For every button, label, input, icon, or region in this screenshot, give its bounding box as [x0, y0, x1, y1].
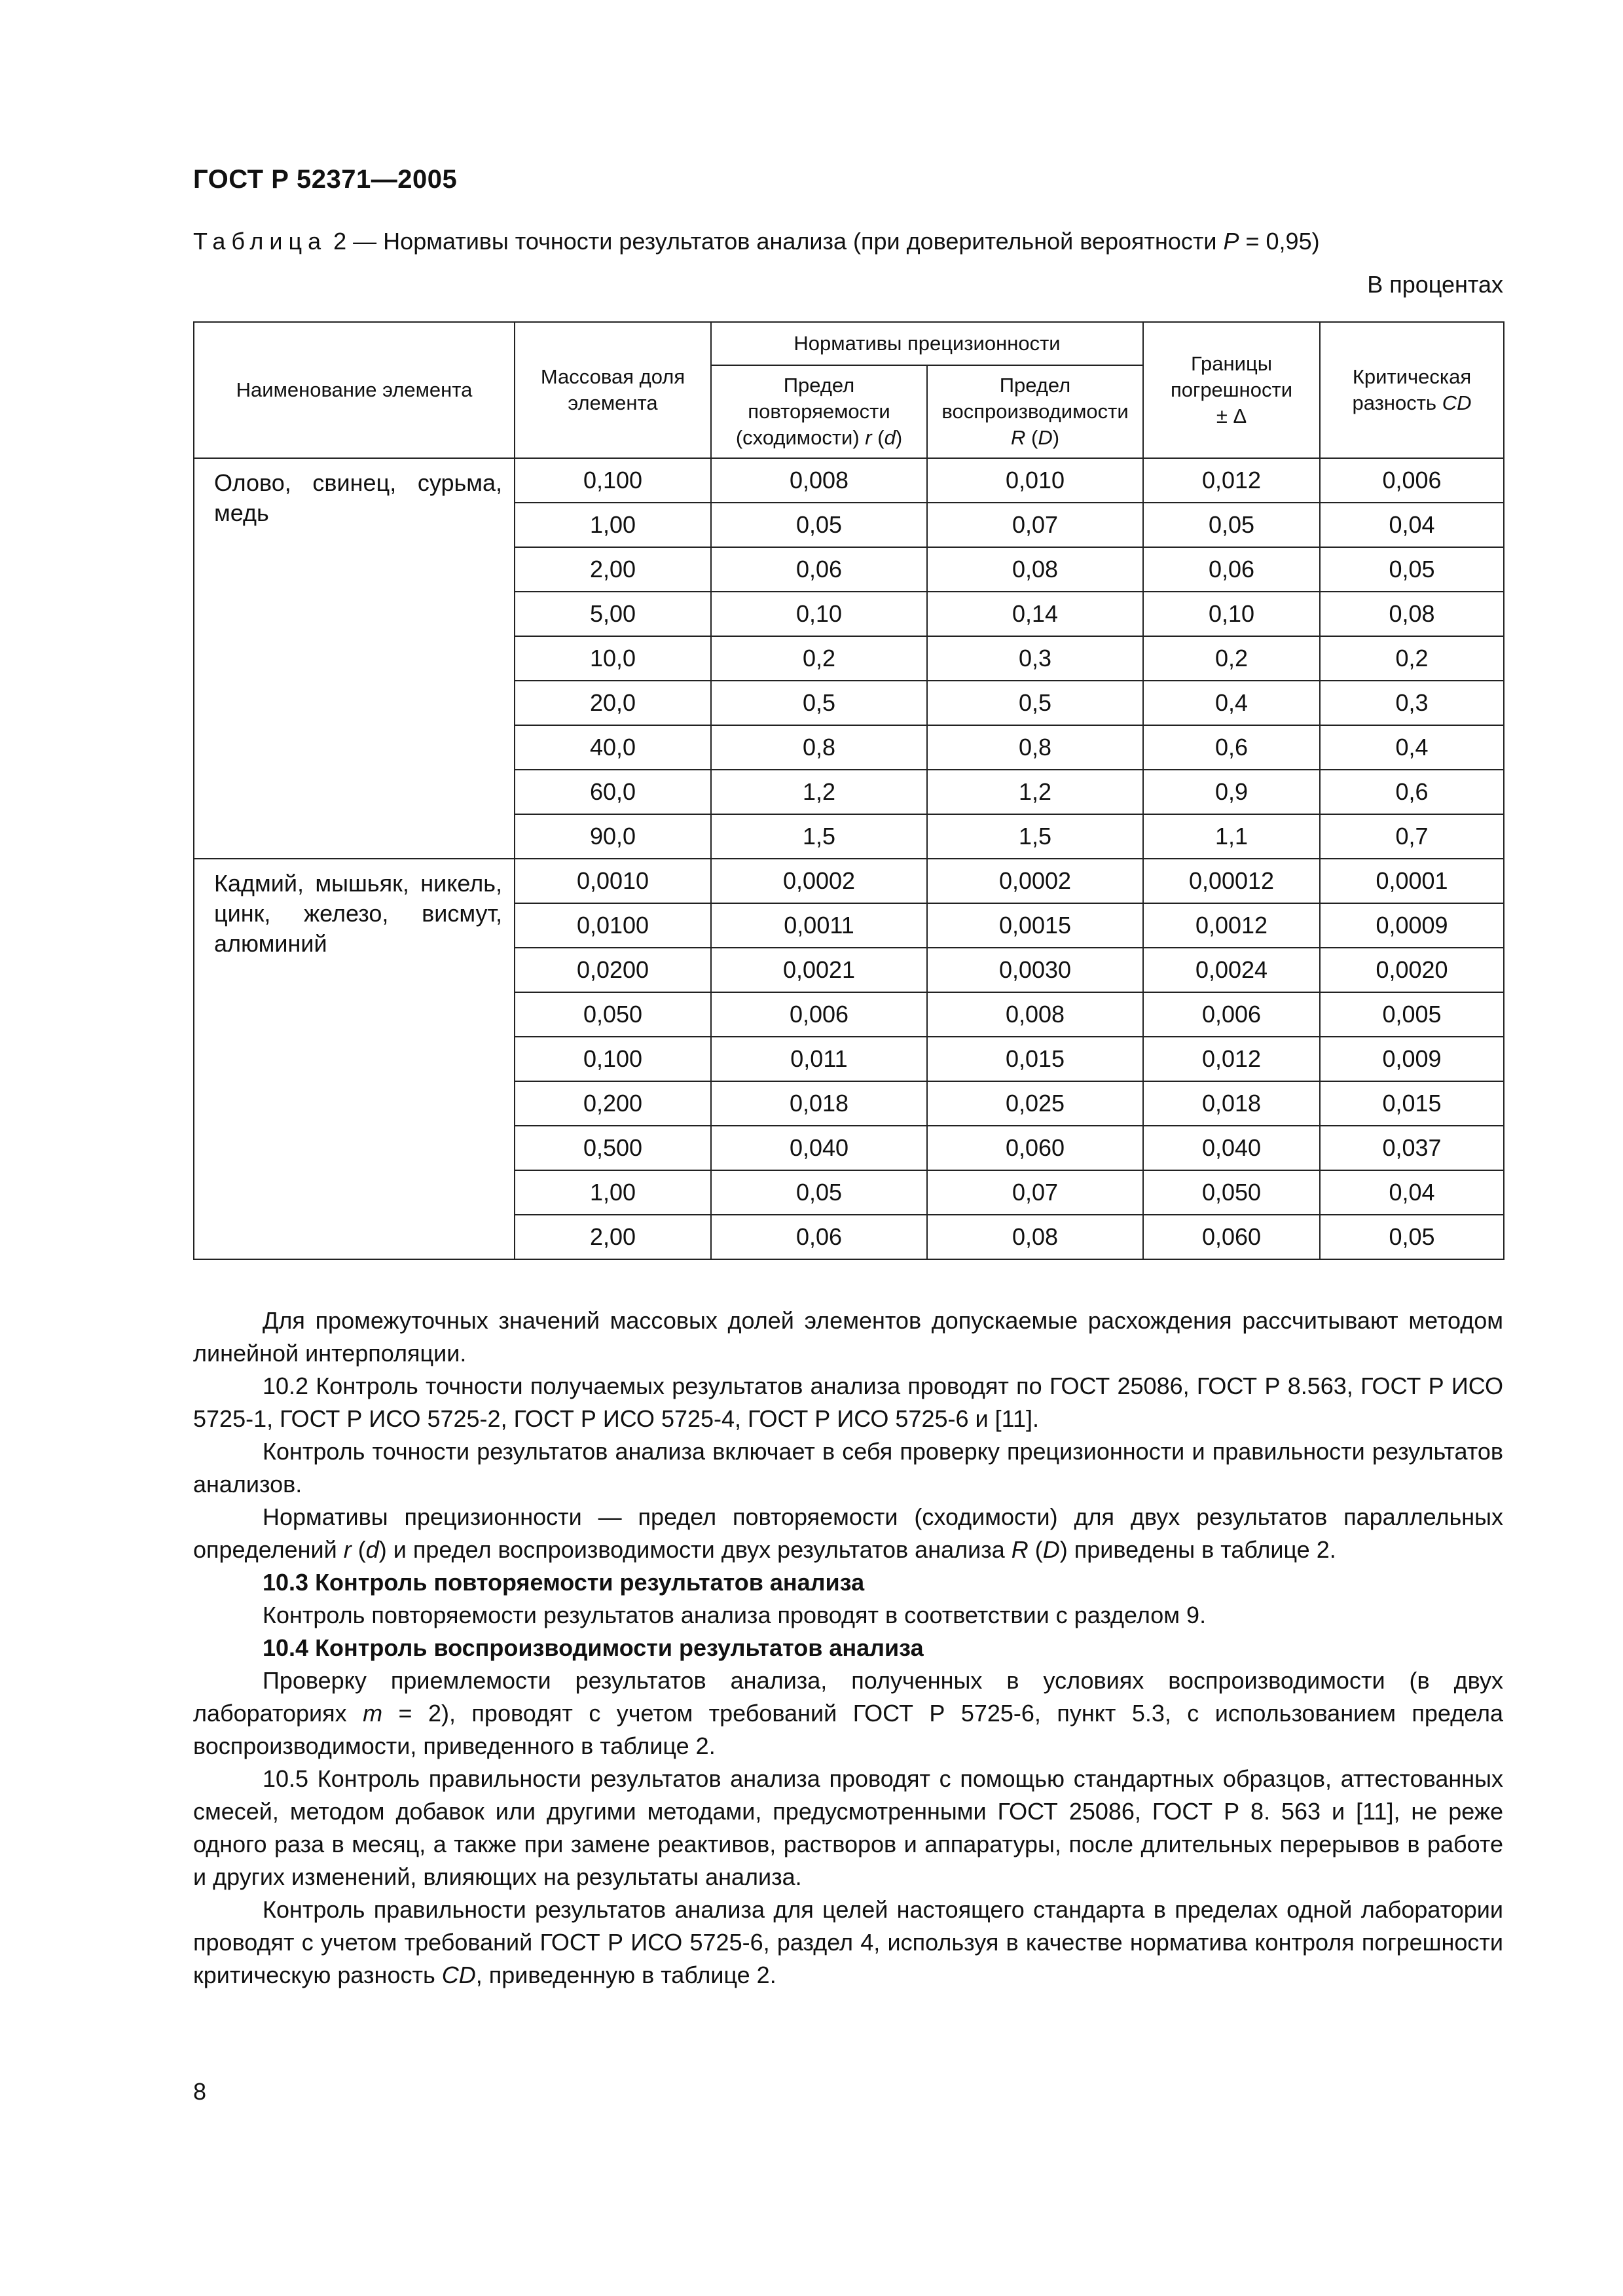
header-reproducibility-r: R: [1010, 426, 1026, 449]
table-cell: 0,8: [711, 725, 927, 770]
table-cell: 2,00: [515, 1215, 711, 1259]
table-cell: 90,0: [515, 814, 711, 859]
table-cell: 0,2: [1320, 636, 1504, 681]
table-cell: 0,0020: [1320, 948, 1504, 992]
table-cell: 1,00: [515, 1170, 711, 1215]
header-precision-group: Нормативы прецизионности: [711, 322, 1143, 365]
header-reproducibility: Предел воспроизводимости R (D): [927, 365, 1143, 458]
table-cell: 0,025: [927, 1081, 1143, 1126]
table-cell: 0,04: [1320, 503, 1504, 547]
table-caption-p-value: = 0,95): [1239, 228, 1320, 255]
text-run: d: [365, 1536, 379, 1563]
text-run: Контроль точности результатов анализа включает в себя проверку прецизионности и правильности результатов анализов.: [193, 1438, 1503, 1498]
table-cell: 0,037: [1320, 1126, 1504, 1170]
page-number: 8: [193, 2078, 207, 2105]
text-run: 10.5 Контроль правильности результатов анализа проводят с помощью стандартных образцов, аттестованных смесей, методом добавок или другими методами, предусмотренными ГОСТ 25086, ГОСТ Р 8. 563 и [11], не реже одного раза в месяц, а также при замене реактивов, растворов и аппаратуры, после длительных перерывов в работе и других изменений, влияющих на результаты анализа.: [193, 1765, 1503, 1890]
paragraph: [193, 1304, 1503, 1370]
paragraph: [193, 1893, 1503, 1992]
text-run: Для промежуточных значений массовых долей элементов допускаемые расхождения рассчитывают методом линейной интерполяции.: [193, 1307, 1503, 1367]
header-reproducibility-text: Предел воспроизводимости: [941, 374, 1129, 423]
body-text: [193, 1304, 1503, 1992]
table-cell: 0,500: [515, 1126, 711, 1170]
text-run: 10.2 Контроль точности получаемых результатов анализа проводят по ГОСТ 25086, ГОСТ Р 8.563, ГОСТ Р ИСО 5725-1, ГОСТ Р ИСО 5725-2, ГОСТ Р ИСО 5725-4, ГОСТ Р ИСО 5725-6 и [11].: [193, 1372, 1503, 1432]
header-repeatability-r: r: [865, 426, 872, 449]
table-cell: 0,05: [1320, 1215, 1504, 1259]
table-cell: 0,0030: [927, 948, 1143, 992]
table-cell: 0,0100: [515, 903, 711, 948]
table-cell: 0,060: [927, 1126, 1143, 1170]
table-caption-p: P: [1223, 228, 1239, 255]
text-run: D: [1042, 1536, 1060, 1563]
text-run: m: [363, 1700, 383, 1727]
table-cell: 40,0: [515, 725, 711, 770]
table-cell: 0,008: [711, 458, 927, 503]
table-cell: 0,0011: [711, 903, 927, 948]
table-cell: 0,07: [927, 503, 1143, 547]
paragraph: [193, 1763, 1503, 1893]
text-run: Проверку приемлемости результатов анализа, полученных в условиях воспроизводимости (в двух лабораториях: [193, 1667, 1503, 1727]
table-cell: 0,04: [1320, 1170, 1504, 1215]
norms-table: [193, 321, 1504, 1260]
table-cell: 0,0200: [515, 948, 711, 992]
table-cell: 1,1: [1143, 814, 1320, 859]
text-run: 10.3 Контроль повторяемости результатов анализа: [263, 1569, 865, 1596]
table-cell: 0,050: [1143, 1170, 1320, 1215]
table-cell: 0,0012: [1143, 903, 1320, 948]
table-cell: 2,00: [515, 547, 711, 592]
header-mass-fraction: Массовая доля элемента: [515, 322, 711, 458]
table-cell: 0,9: [1143, 770, 1320, 814]
section-heading: [193, 1566, 1503, 1599]
text-run: ) приведены в таблице 2.: [1059, 1536, 1336, 1563]
table-cell: 0,08: [927, 1215, 1143, 1259]
table-cell: 0,06: [1143, 547, 1320, 592]
table-caption-text: 2 — Нормативы точности результатов анализа (при доверительной вероятности: [327, 228, 1224, 255]
table-cell: 1,00: [515, 503, 711, 547]
text-run: r: [343, 1536, 352, 1563]
header-repeatability-text: Предел повторяемости (сходимости): [735, 374, 890, 449]
table-cell: 0,6: [1143, 725, 1320, 770]
table-cell: 0,006: [1320, 458, 1504, 503]
table-cell: 0,10: [1143, 592, 1320, 636]
header-error-symbol: ± Δ: [1216, 404, 1247, 427]
table-cell: 0,08: [1320, 592, 1504, 636]
text-run: ) и предел воспроизводимости двух результатов анализа: [378, 1536, 1012, 1563]
table-cell: 0,011: [711, 1037, 927, 1081]
table-cell: 0,0001: [1320, 859, 1504, 903]
table-cell: 0,0021: [711, 948, 927, 992]
table-cell: 0,012: [1143, 1037, 1320, 1081]
table-cell: 0,6: [1320, 770, 1504, 814]
table-row: [194, 859, 1504, 903]
table-body: [194, 458, 1504, 1259]
table-cell: 0,0024: [1143, 948, 1320, 992]
table-cell: 0,08: [927, 547, 1143, 592]
table-cell: 0,060: [1143, 1215, 1320, 1259]
text-run: Контроль повторяемости результатов анализа проводят в соответствии с разделом 9.: [263, 1602, 1207, 1628]
table-cell: 0,2: [1143, 636, 1320, 681]
table-caption-label: Таблица: [193, 228, 327, 255]
element-name-cell: Кадмий, мышьяк, никель, цинк, железо, висмут, алюминий: [194, 859, 515, 1259]
table-units: В процентах: [1367, 271, 1503, 298]
table-cell: 0,06: [711, 1215, 927, 1259]
table-cell: 0,005: [1320, 992, 1504, 1037]
table-cell: 0,0010: [515, 859, 711, 903]
element-name-cell: Олово, свинец, сурьма, медь: [194, 458, 515, 859]
table-cell: 0,4: [1320, 725, 1504, 770]
text-run: (: [351, 1536, 366, 1563]
header-element: Наименование элемента: [194, 322, 515, 458]
text-run: , приведенную в таблице 2.: [475, 1962, 776, 1988]
header-critical-difference-symbol: CD: [1442, 391, 1472, 414]
table-row: [194, 458, 1504, 503]
paragraph: [193, 1435, 1503, 1501]
text-run: R: [1011, 1536, 1029, 1563]
table-cell: 0,5: [711, 681, 927, 725]
header-critical-difference-text: Критическая разность: [1352, 365, 1472, 414]
table-cell: 0,5: [927, 681, 1143, 725]
paragraph: [193, 1501, 1503, 1566]
table-cell: 0,010: [927, 458, 1143, 503]
table-cell: 1,5: [711, 814, 927, 859]
table-cell: 0,009: [1320, 1037, 1504, 1081]
table-cell: 0,008: [927, 992, 1143, 1037]
table-cell: 0,10: [711, 592, 927, 636]
text-run: (: [1028, 1536, 1043, 1563]
paragraph: [193, 1599, 1503, 1632]
table-cell: 5,00: [515, 592, 711, 636]
paragraph: [193, 1370, 1503, 1435]
header-error-limits-text: Границы погрешности: [1170, 352, 1293, 401]
table-cell: 0,4: [1143, 681, 1320, 725]
table-cell: 0,05: [711, 1170, 927, 1215]
table-cell: 0,3: [927, 636, 1143, 681]
text-run: Нормативы прецизионности — предел повторяемости (сходимости) для двух результатов параллельных определений: [193, 1503, 1503, 1563]
table-cell: 20,0: [515, 681, 711, 725]
table-caption: [193, 228, 1320, 255]
table-cell: 0,006: [1143, 992, 1320, 1037]
table-cell: 1,2: [711, 770, 927, 814]
header-error-limits: [1143, 322, 1320, 458]
text-run: CD: [441, 1962, 476, 1988]
table-cell: 0,200: [515, 1081, 711, 1126]
table-cell: 0,0002: [711, 859, 927, 903]
header-reproducibility-d: D: [1038, 426, 1053, 449]
table-cell: 0,05: [1143, 503, 1320, 547]
table-cell: 10,0: [515, 636, 711, 681]
table-cell: 0,015: [1320, 1081, 1504, 1126]
header-critical-difference: [1320, 322, 1504, 458]
table-cell: 60,0: [515, 770, 711, 814]
table-cell: 0,018: [711, 1081, 927, 1126]
table-cell: 0,14: [927, 592, 1143, 636]
table-cell: 0,00012: [1143, 859, 1320, 903]
text-run: Контроль правильности результатов анализа для целей настоящего стандарта в пределах одной лаборатории проводят с учетом требований ГОСТ Р ИСО 5725-6, раздел 4, используя в качестве норматива контроля погрешности критическую разность: [193, 1896, 1503, 1988]
table-cell: 0,7: [1320, 814, 1504, 859]
table-cell: 0,050: [515, 992, 711, 1037]
table-cell: 0,015: [927, 1037, 1143, 1081]
table-cell: 0,018: [1143, 1081, 1320, 1126]
section-heading: [193, 1632, 1503, 1664]
text-run: = 2), проводят с учетом требований ГОСТ Р 5725-6, пункт 5.3, с использованием предела воспроизводимости, приведенного в таблице 2.: [193, 1700, 1504, 1759]
table-cell: 0,06: [711, 547, 927, 592]
paragraph: [193, 1664, 1503, 1763]
table-cell: 0,100: [515, 458, 711, 503]
table-cell: 1,5: [927, 814, 1143, 859]
table-cell: 0,0015: [927, 903, 1143, 948]
table-cell: 1,2: [927, 770, 1143, 814]
table-cell: 0,8: [927, 725, 1143, 770]
table-cell: 0,040: [1143, 1126, 1320, 1170]
table-cell: 0,006: [711, 992, 927, 1037]
table-cell: 0,012: [1143, 458, 1320, 503]
header-repeatability: Предел повторяемости (сходимости) r (d): [711, 365, 927, 458]
table-cell: 0,040: [711, 1126, 927, 1170]
table-cell: 0,3: [1320, 681, 1504, 725]
table-cell: 0,05: [711, 503, 927, 547]
table-cell: 0,05: [1320, 547, 1504, 592]
text-run: 10.4 Контроль воспроизводимости результатов анализа: [263, 1634, 924, 1661]
header-repeatability-d: d: [884, 426, 896, 449]
table-cell: 0,07: [927, 1170, 1143, 1215]
table-cell: 0,2: [711, 636, 927, 681]
document-header: ГОСТ Р 52371—2005: [193, 165, 458, 194]
table-cell: 0,0002: [927, 859, 1143, 903]
table-cell: 0,0009: [1320, 903, 1504, 948]
table-cell: 0,100: [515, 1037, 711, 1081]
